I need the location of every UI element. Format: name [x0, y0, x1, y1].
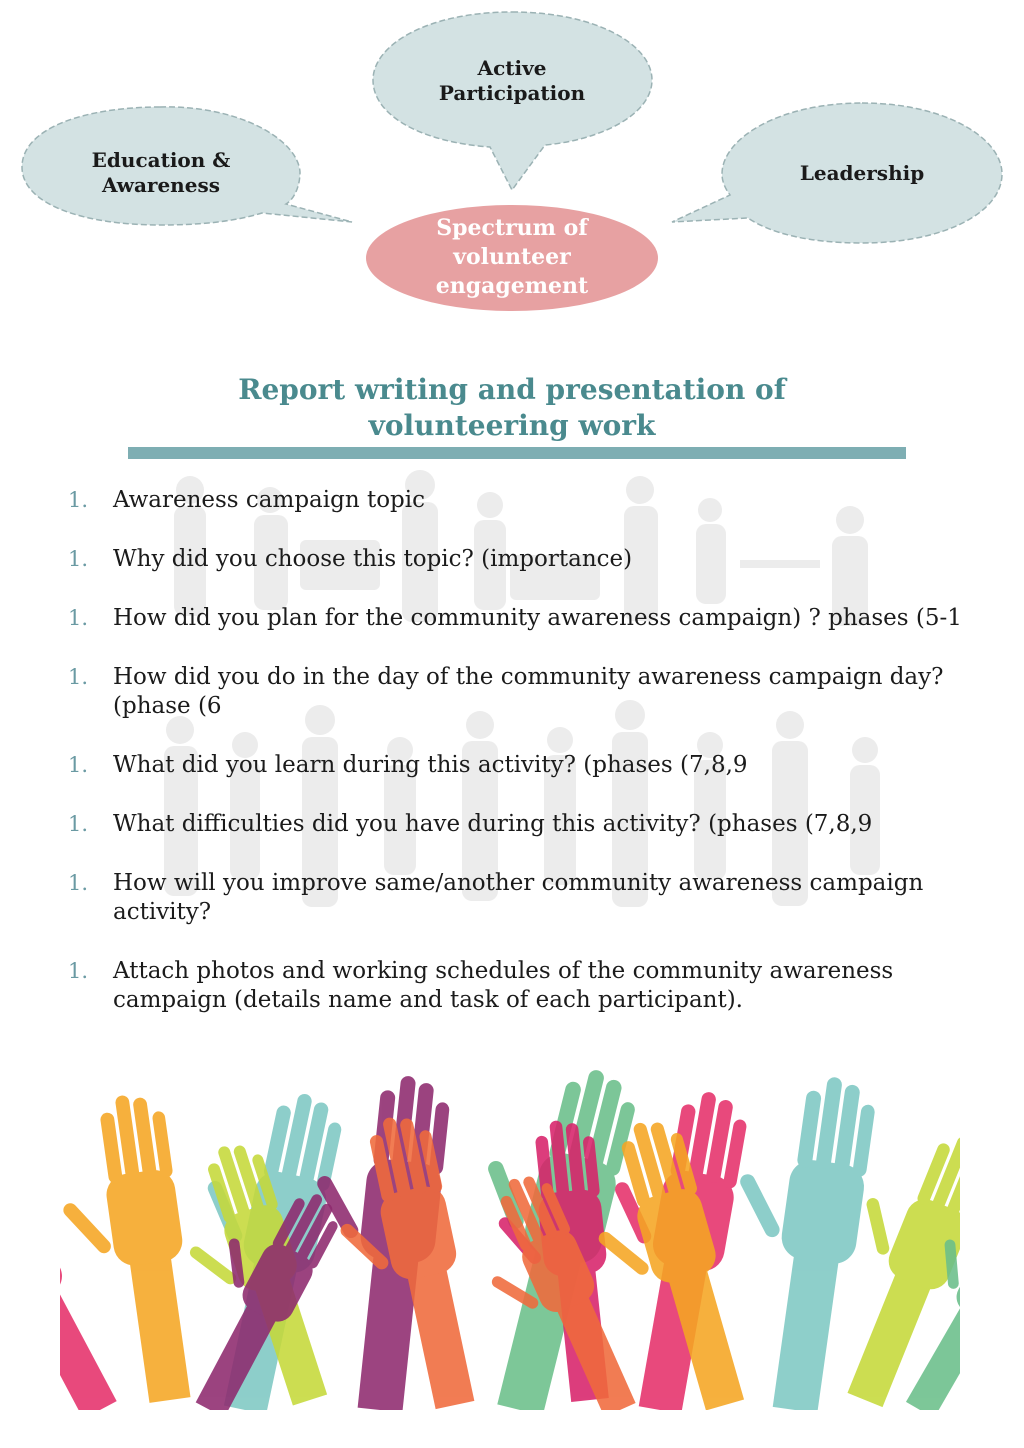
- list-text: How will you improve same/another community awareness campaign activity?: [113, 870, 924, 925]
- list-text: What difficulties did you have during this activity? (phases (7,8,9: [113, 811, 873, 837]
- list-text: How did you do in the day of the community awareness campaign day? (phase (6: [113, 664, 944, 719]
- bubble-participation-label: [412, 56, 612, 106]
- bubble-education-label: [60, 148, 262, 198]
- bubble-leadership-label: [772, 161, 952, 186]
- list-text: Awareness campaign topic: [113, 487, 426, 513]
- list-number: 1.: [68, 871, 89, 895]
- question-list: [0, 486, 1024, 1045]
- center-line-2: volunteer: [453, 244, 571, 270]
- list-item: [0, 545, 1024, 574]
- list-number: 1.: [68, 606, 89, 630]
- bubble-participation-line-2: Participation: [438, 81, 586, 105]
- list-text: What did you learn during this activity? (phases (7,8,9: [113, 752, 748, 778]
- list-item: [0, 751, 1024, 780]
- list-number: 1.: [68, 753, 89, 777]
- list-number: 1.: [68, 488, 89, 512]
- list-text: Attach photos and working schedules of the community awareness campaign (details name and task of each participant).: [113, 958, 894, 1013]
- list-item: [0, 604, 1024, 633]
- list-item: [0, 486, 1024, 515]
- list-text: Why did you choose this topic? (importance): [113, 546, 633, 572]
- raised-hands-illustration: [60, 1070, 960, 1410]
- hand-shape: [707, 1070, 879, 1410]
- list-item: [0, 810, 1024, 839]
- bubble-leadership-line-1: Leadership: [799, 161, 925, 185]
- list-item: [0, 957, 1024, 1015]
- list-text: How did you plan for the community awareness campaign) ? phases (5-1: [113, 605, 962, 631]
- list-number: 1.: [68, 665, 89, 689]
- list-number: 1.: [68, 959, 89, 983]
- center-line-1: Spectrum of: [436, 215, 588, 241]
- list-item: [0, 663, 1024, 721]
- bubble-education-line-2: Awareness: [102, 173, 220, 197]
- title-underline: [128, 447, 906, 459]
- center-line-3: engagement: [435, 273, 589, 299]
- list-item: [0, 869, 1024, 927]
- list-number: 1.: [68, 547, 89, 571]
- center-label: [382, 214, 642, 301]
- page-title: Report writing and presentation of volunteering work: [238, 373, 786, 442]
- bubble-education-line-1: Education &: [91, 148, 231, 172]
- bubble-participation-line-1: Active: [477, 56, 547, 80]
- list-number: 1.: [68, 812, 89, 836]
